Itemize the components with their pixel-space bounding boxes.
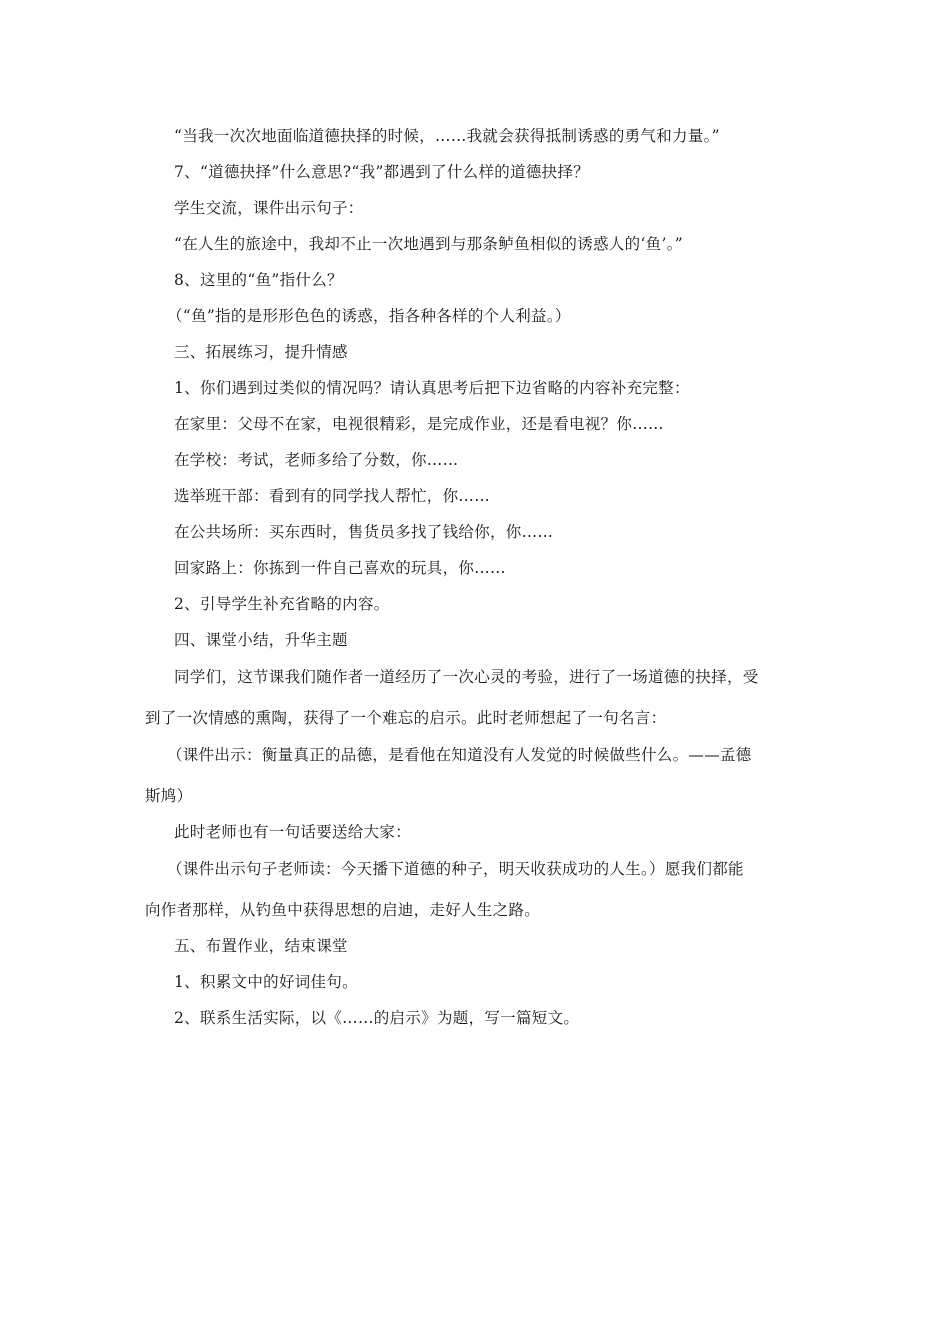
quote-montesquieu-line-2: 斯鸠） — [145, 787, 193, 805]
summary-paragraph-line-1: 同学们，这节课我们随作者一道经历了一次心灵的考验，进行了一场道德的抉择，受 — [174, 668, 759, 686]
scenario-home: 在家里：父母不在家，电视很精彩，是完成作业，还是看电视？你…… — [174, 415, 664, 433]
scenario-way-home: 回家路上：你拣到一件自己喜欢的玩具，你…… — [174, 559, 506, 577]
teacher-message-intro: 此时老师也有一句话要送给大家： — [174, 823, 412, 841]
summary-paragraph-line-2: 到了一次情感的熏陶，获得了一个难忘的启示。此时老师想起了一句名言： — [145, 709, 667, 727]
quote-life-journey: “在人生的旅途中，我却不止一次地遇到与那条鲈鱼相似的诱惑人的‘鱼’。” — [174, 235, 683, 253]
section-heading-5: 五、布置作业，结束课堂 — [174, 937, 348, 955]
section-heading-4: 四、课堂小结，升华主题 — [174, 631, 348, 649]
scenario-public: 在公共场所：买东西时，售货员多找了钱给你，你…… — [174, 523, 554, 541]
scenario-school: 在学校：考试，老师多给了分数，你…… — [174, 451, 459, 469]
exercise-2: 2、引导学生补充省略的内容。 — [174, 595, 390, 613]
exercise-1: 1、你们遇到过类似的情况吗？请认真思考后把下边省略的内容补充完整： — [174, 379, 690, 397]
student-exchange-note: 学生交流，课件出示句子： — [174, 199, 364, 217]
question-8: 8、这里的“鱼”指什么？ — [174, 271, 343, 289]
quote-moral-choice: “当我一次次地面临道德抉择的时候，……我就会获得抵制诱惑的勇气和力量。” — [174, 127, 720, 145]
homework-2: 2、联系生活实际，以《……的启示》为题，写一篇短文。 — [174, 1009, 580, 1027]
scenario-election: 选举班干部：看到有的同学找人帮忙，你…… — [174, 487, 491, 505]
answer-8: （“鱼”指的是形形色色的诱惑，指各种各样的个人利益。） — [167, 307, 571, 325]
section-heading-3: 三、拓展练习，提升情感 — [174, 343, 348, 361]
quote-montesquieu-line-1: （课件出示：衡量真正的品德，是看他在知道没有人发觉的时候做些什么。——孟德 — [167, 746, 752, 764]
teacher-message-line-2: 向作者那样，从钓鱼中获得思想的启迪，走好人生之路。 — [145, 901, 541, 919]
homework-1: 1、积累文中的好词佳句。 — [174, 973, 358, 991]
teacher-message-line-1: （课件出示句子老师读：今天播下道德的种子，明天收获成功的人生。）愿我们都能 — [167, 860, 744, 878]
question-7: 7、“道德抉择”什么意思?“我”都遇到了什么样的道德抉择？ — [174, 163, 590, 181]
